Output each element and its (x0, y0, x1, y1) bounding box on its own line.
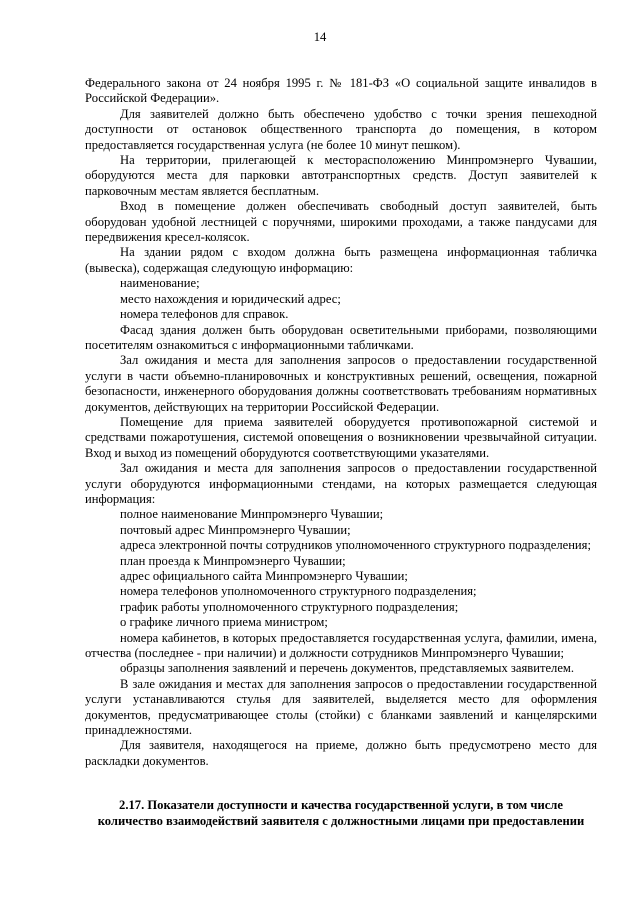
page-number: 14 (313, 30, 327, 44)
list-item: номера кабинетов, в которых предоставляется государственная услуга, фамилии, имена, отчества (последнее - при наличии) и должности сотрудников Минпромэнерго Чувашии; (85, 630, 597, 661)
paragraph: Зал ожидания и места для заполнения запросов о предоставлении государственной услуги оборудуются информационными стендами, на которых размещается следующая информация: (85, 461, 597, 506)
paragraph: Федерального закона от 24 ноября 1995 г. № 181-ФЗ «О социальной защите инвалидов в Российской Федерации». (85, 76, 597, 106)
paragraph: Помещение для приема заявителей оборудуется противопожарной системой и средствами пожаротушения, системой оповещения о возникновении чрезвычайной ситуации. Вход и выход из помещений оборудуются соответствующими указателями. (85, 414, 597, 460)
paragraph: На территории, прилегающей к месторасположению Минпромэнерго Чувашии, оборудуются места для парковки автотранспортных средств. Доступ заявителей к парковочным местам является бесплатным. (85, 153, 597, 198)
list-item: график работы уполномоченного структурного подразделения; (120, 599, 459, 614)
list-item: место нахождения и юридический адрес; (120, 291, 341, 306)
list-item: о графике личного приема министром; (120, 615, 328, 630)
paragraph: Зал ожидания и места для заполнения запросов о предоставлении государственной услуги в части объемно-планировочных и конструктивных решений, освещения, пожарной безопасности, инженерного оборудования должны соответствовать требованиям нормативных документов, действующих на территории Российской Федерации. (85, 353, 597, 414)
list-item: почтовый адрес Минпромэнерго Чувашии; (120, 522, 351, 537)
list-item: наименование; (120, 276, 200, 291)
document-body (85, 76, 597, 829)
paragraph: Для заявителя, находящегося на приеме, должно быть предусмотрено место для раскладки документов. (85, 738, 597, 768)
list-item: номера телефонов уполномоченного структурного подразделения; (120, 584, 477, 599)
paragraph: В зале ожидания и местах для заполнения запросов о предоставлении государственной услуги устанавливаются стулья для заявителей, выделяется место для оформления документов, предусматривающее столы (стойки) с бланками заявлений и канцелярскими принадлежностями. (85, 676, 597, 738)
list-item: полное наименование Минпромэнерго Чувашии; (120, 507, 384, 522)
paragraph: Для заявителей должно быть обеспечено удобство с точки зрения пешеходной доступности от остановок общественного транспорта до помещения, в котором предоставляется государственная услуга (не более 10 минут пешком). (85, 106, 597, 152)
paragraph: Фасад здания должен быть оборудован осветительными приборами, позволяющими посетителям ознакомиться с информационными табличками. (85, 322, 597, 352)
list-item: план проезда к Минпромэнерго Чувашии; (120, 553, 346, 568)
list-item: номера телефонов для справок. (120, 307, 289, 322)
list-item: образцы заполнения заявлений и перечень документов, представляемых заявителем. (120, 661, 575, 676)
paragraph: Вход в помещение должен обеспечивать свободный доступ заявителей, быть оборудован удобной лестницей с поручнями, широкими проходами, а также пандусами для передвижения кресел-колясок. (85, 199, 597, 245)
paragraph: На здании рядом с входом должна быть размещена информационная табличка (вывеска), содержащая следующую информацию: (85, 245, 597, 275)
section-heading: 2.17. Показатели доступности и качества государственной услуги, в том числе количество взаимодействий заявителя с должностными лицами при предоставлении (97, 798, 585, 829)
list-item: адреса электронной почты сотрудников уполномоченного структурного подразделения; (120, 538, 591, 553)
list-item: адрес официального сайта Минпромэнерго Чувашии; (120, 569, 408, 583)
